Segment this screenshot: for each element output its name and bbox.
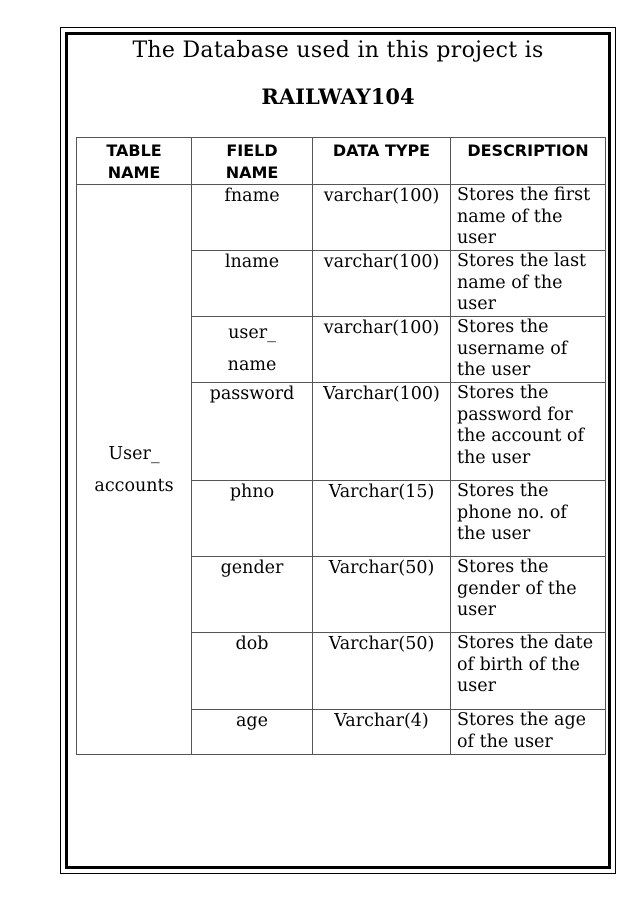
description-cell — [451, 317, 606, 383]
header-data-type: DATA TYPE — [313, 138, 451, 185]
schema-table — [76, 137, 606, 755]
description-line: the user — [457, 447, 531, 468]
table-row — [77, 185, 606, 251]
description-line: user — [457, 294, 496, 314]
field-name-line: dob — [235, 634, 269, 654]
description-line: Stores the first — [457, 185, 591, 205]
field-name-cell — [192, 481, 313, 557]
table-name-cell — [77, 185, 192, 755]
header-table-name — [77, 138, 192, 185]
header-field-name-line2: NAME — [225, 163, 279, 182]
header-field-name — [192, 138, 313, 185]
description-line: Stores the — [457, 481, 549, 501]
field-name-cell — [192, 557, 313, 633]
table-header-row — [77, 138, 606, 185]
field-name-cell — [192, 185, 313, 251]
header-table-name-line2: NAME — [107, 163, 161, 182]
data-type-cell: varchar(100) — [313, 251, 451, 317]
description-line: Stores the date — [457, 633, 594, 653]
field-name-cell — [192, 383, 313, 481]
description-line: of birth of the — [457, 654, 580, 675]
description-cell — [451, 185, 606, 251]
data-type-cell: Varchar(100) — [313, 383, 451, 481]
header-description: DESCRIPTION — [451, 138, 606, 185]
data-type-cell: Varchar(50) — [313, 633, 451, 710]
description-line: user — [457, 228, 496, 248]
description-line: gender of the — [457, 578, 577, 599]
description-line: the user — [457, 524, 531, 544]
field-name-line: user_ — [228, 323, 276, 343]
field-name-cell — [192, 251, 313, 317]
field-name-cell — [192, 317, 313, 383]
description-cell — [451, 251, 606, 317]
field-name-line: lname — [224, 252, 280, 272]
table-name-line: accounts — [94, 475, 174, 496]
data-type-cell: Varchar(4) — [313, 710, 451, 755]
description-cell — [451, 710, 606, 755]
description-line: the user — [457, 360, 531, 380]
description-line: the account of — [457, 426, 584, 446]
description-line: name of the — [457, 272, 563, 293]
table-body — [77, 185, 606, 755]
header-table-name-line1: TABLE — [106, 141, 162, 160]
field-name-line: password — [209, 384, 295, 404]
field-name-cell — [192, 633, 313, 710]
description-line: Stores the age — [457, 710, 587, 730]
description-line: of the user — [457, 731, 553, 752]
data-type-cell: varchar(100) — [313, 317, 451, 383]
description-line: password for — [457, 404, 573, 425]
field-name-line: phno — [229, 482, 275, 502]
description-line: Stores the — [457, 557, 549, 577]
field-name-line: name — [227, 355, 277, 375]
description-line: Stores the — [457, 317, 549, 337]
data-type-cell: varchar(100) — [313, 185, 451, 251]
page-title: The Database used in this project is — [132, 38, 544, 63]
header-field-name-line1: FIELD — [226, 141, 278, 160]
field-name-line: fname — [224, 186, 280, 206]
description-line: Stores the last — [457, 251, 587, 271]
description-line: phone no. of — [457, 502, 567, 523]
data-type-cell: Varchar(50) — [313, 557, 451, 633]
table-name-line: User_ — [108, 443, 160, 464]
description-cell — [451, 383, 606, 481]
description-line: Stores the — [457, 383, 549, 403]
description-line: user — [457, 600, 496, 620]
description-line: user — [457, 676, 496, 696]
description-line: name of the — [457, 206, 563, 227]
description-line: username of — [457, 338, 568, 359]
field-name-cell — [192, 710, 313, 755]
description-cell — [451, 557, 606, 633]
data-type-cell: Varchar(15) — [313, 481, 451, 557]
field-name-line: age — [236, 711, 268, 731]
description-cell — [451, 633, 606, 710]
field-name-line: gender — [220, 558, 284, 578]
description-cell — [451, 481, 606, 557]
database-name: RAILWAY104 — [261, 84, 415, 109]
